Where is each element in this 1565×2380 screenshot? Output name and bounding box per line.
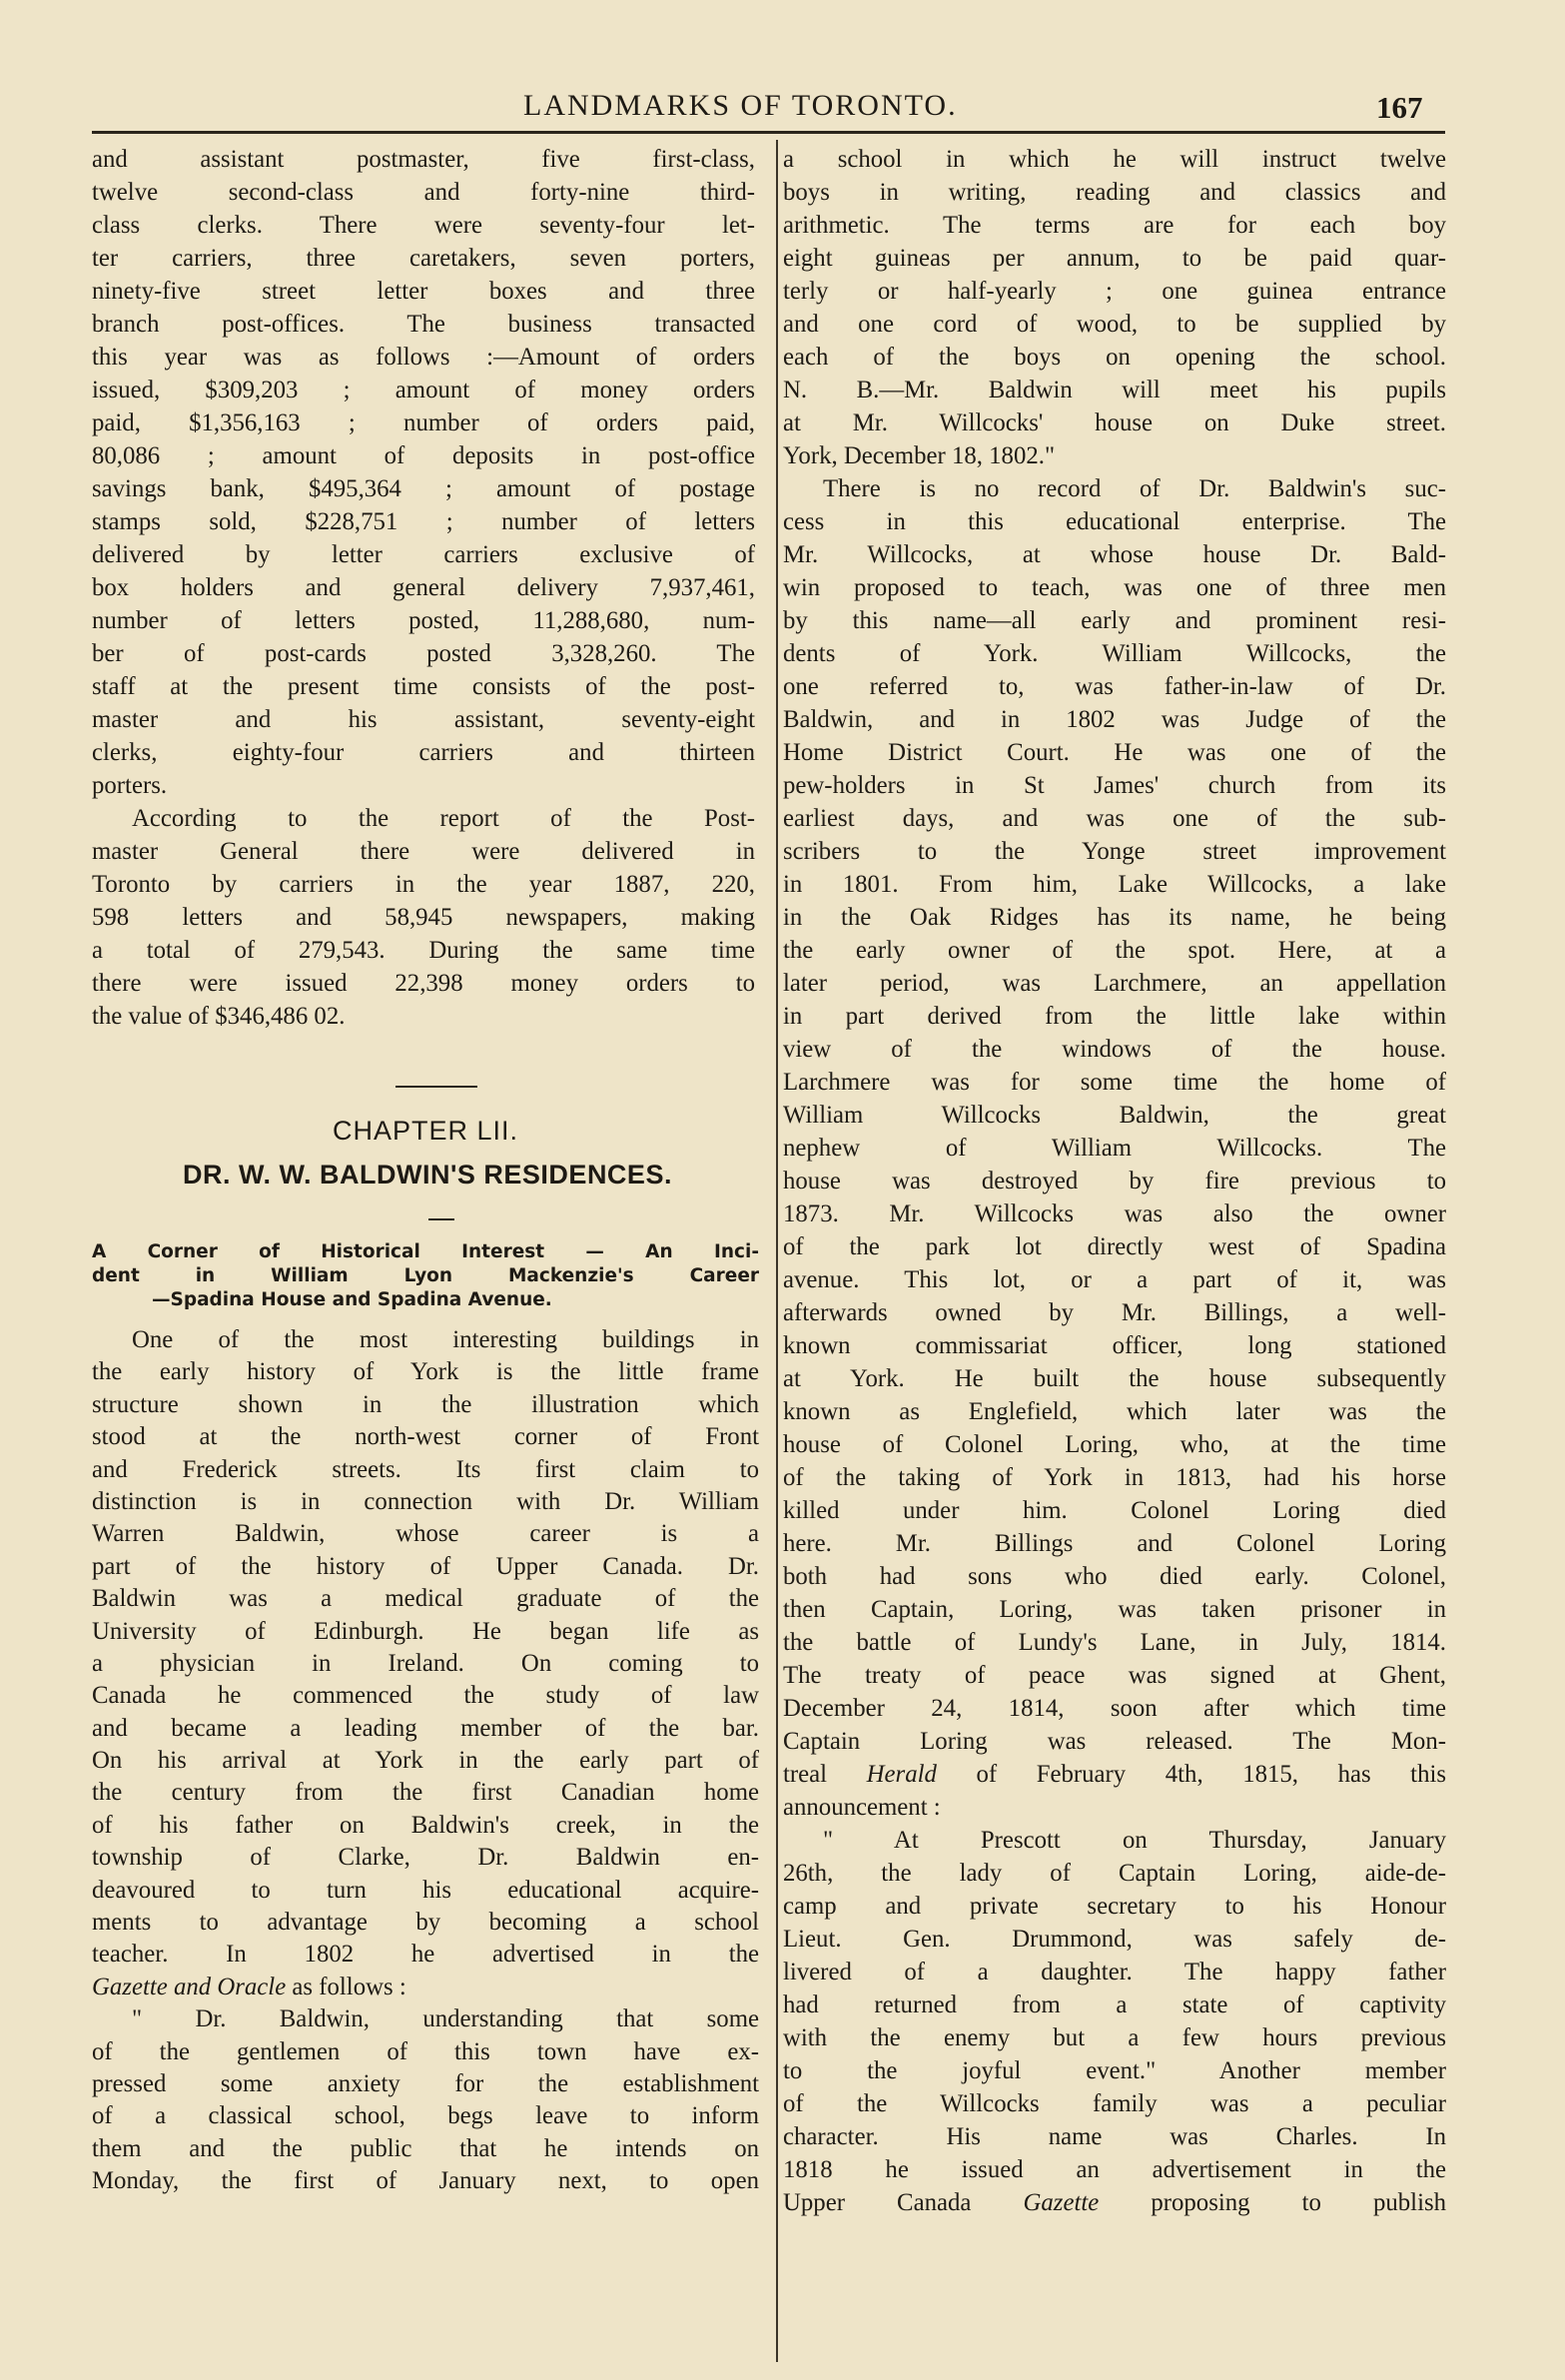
text-line: Toronto by carriers in the year 1887, 220, [92,871,755,898]
text-line: view of the windows of the house. [783,1036,1446,1063]
text-line: scribers to the Yonge street improvement [783,838,1446,865]
text-line: here. Mr. Billings and Colonel Loring [783,1530,1446,1557]
column-divider [776,140,778,2362]
text-line: On his arrival at York in the early part of [92,1747,759,1775]
text-line: Captain Loring was released. The Mon- [783,1728,1446,1755]
text-line: Mr. Willcocks, at whose house Dr. Bald- [783,541,1446,568]
text-line: N. B.—Mr. Baldwin will meet his pupils [783,377,1446,403]
text-line: township of Clarke, Dr. Baldwin en- [92,1844,759,1872]
text-line: Baldwin was a medical graduate of the [92,1585,759,1613]
text-fragment: Upper Canada [783,2189,972,2216]
running-head [0,86,1565,130]
text-line: of the gentlemen of this town have ex- [92,2037,759,2065]
text-line: part of the history of Upper Canada. Dr. [92,1552,759,1580]
text-line: number of letters posted, 11,288,680, num- [92,607,755,634]
text-line: clerks, eighty-four carriers and thirteen [92,739,755,766]
text-line: master and his assistant, seventy-eight [92,706,755,733]
text-line: eight guineas per annum, to be paid quar- [783,245,1446,272]
text-line: and one cord of wood, to be supplied by [783,311,1446,338]
text-line: the battle of Lundy's Lane, in July, 1814. [783,1629,1446,1656]
text-line: afterwards owned by Mr. Billings, a well- [783,1299,1446,1326]
text-line: ninety-five street letter boxes and three [92,278,755,305]
text-line: killed under him. Colonel Loring died [783,1497,1446,1524]
text-line: structure shown in the illustration which [92,1390,759,1418]
text-line: December 24, 1814, soon after which time [783,1695,1446,1722]
text-line: of a classical school, begs leave to inform [92,2102,759,2130]
text-line: savings bank, $495,364 ; amount of postage [92,475,755,502]
text-line: with the enemy but a few hours previous [783,2024,1446,2051]
text-line: announcement : [783,1794,941,1821]
text-line: paid, $1,356,163 ; number of orders paid, [92,409,755,436]
text-line: branch post-offices. The business transacted [92,311,755,338]
left-column-top [92,143,755,1033]
text-line: William Willcocks Baldwin, the great [783,1102,1446,1129]
text-line: class clerks. There were seventy-four let- [92,212,755,239]
text-line: Canada he commenced the study of law [92,1682,759,1710]
text-line: both had sons who died early. Colonel, [783,1563,1446,1590]
text-line: and assistant postmaster, five first-class, [92,146,755,173]
text-fragment: of February 4th, 1815, has this [976,1761,1446,1788]
text-line: a total of 279,543. During the same time [92,937,755,964]
text-fragment: proposing to publish [1151,2189,1446,2216]
text-line: box holders and general delivery 7,937,461, [92,574,755,601]
text-line: a school in which he will instruct twelve [783,146,1446,173]
text-line: distinction is in connection with Dr. William [92,1487,759,1515]
text-line: Baldwin, and in 1802 was Judge of the [783,706,1446,733]
text-line: twelve second-class and forty-nine third- [92,179,755,206]
text-line: by this name—all early and prominent resi- [783,607,1446,634]
text-line: to the joyful event." Another member [783,2057,1446,2084]
text-line: the century from the first Canadian home [92,1779,759,1807]
text-line: There is no record of Dr. Baldwin's suc- [823,475,1446,502]
text-line: boys in writing, reading and classics and [783,179,1446,206]
text-line: house of Colonel Loring, who, at the time [783,1431,1446,1458]
text-line: had returned from a state of captivity [783,1991,1446,2018]
chapter-separator-rule [395,1086,477,1088]
text-line: stood at the north-west corner of Front [92,1423,759,1451]
text-fragment: treal [783,1761,828,1788]
text-line: of his father on Baldwin's creek, in the [92,1811,759,1839]
text-line: win proposed to teach, was one of three men [783,574,1446,601]
gazette-title: Gazette and Oracle [92,1973,287,2000]
text-line: delivered by letter carriers exclusive of [92,541,755,568]
text-line: cess in this educational enterprise. The [783,508,1446,535]
text-line [92,1972,759,2003]
header-rule [92,131,1445,134]
text-line: staff at the present time consists of the post- [92,673,755,700]
text-line: Warren Baldwin, whose career is a [92,1520,759,1548]
text-line: stamps sold, $228,751 ; number of letters [92,508,755,535]
text-line: Home District Court. He was one of the [783,739,1446,766]
text-line: and became a leading member of the bar. [92,1714,759,1742]
text-line: porters. [92,772,168,799]
text-line [783,1758,1446,1791]
text-line: Monday, the first of January next, to open [92,2167,759,2195]
text-line: ter carriers, three caretakers, seven porters, [92,245,755,272]
text-line: " At Prescott on Thursday, January [823,1827,1446,1854]
text-line: a physician in Ireland. On coming to [92,1649,759,1677]
right-column [783,143,1446,2219]
text-fragment: as follows : [292,1973,406,2000]
text-line: The treaty of peace was signed at Ghent, [783,1662,1446,1689]
text-line: deavoured to turn his educational acquire- [92,1876,759,1904]
text-line: one referred to, was father-in-law of Dr. [783,673,1446,700]
text-line: arithmetic. The terms are for each boy [783,212,1446,239]
text-line: teacher. In 1802 he advertised in the [92,1941,759,1969]
subhead-line: dent in William Lyon Mackenzie's Career [92,1265,759,1286]
text-line: Larchmere was for some time the home of [783,1069,1446,1096]
text-line: According to the report of the Post- [132,805,755,832]
subhead-line: —Spadina House and Spadina Avenue. [152,1289,552,1310]
subhead-line: A Corner of Historical Interest — An Inci- [92,1241,759,1262]
text-line: dents of York. William Willcocks, the [783,640,1446,667]
page-number: 167 [1376,90,1423,125]
text-line: house was destroyed by fire previous to [783,1168,1446,1194]
text-line: the early owner of the spot. Here, at a [783,937,1446,964]
text-line: nephew of William Willcocks. The [783,1135,1446,1162]
text-line: 1818 he issued an advertisement in the [783,2156,1446,2183]
running-title: LANDMARKS OF TORONTO. [523,89,958,122]
herald-title: Herald [866,1761,937,1788]
text-line: later period, was Larchmere, an appellation [783,970,1446,997]
text-line: issued, $309,203 ; amount of money orders [92,377,755,403]
text-line: master General there were delivered in [92,838,755,865]
text-line: York, December 18, 1802." [783,442,1056,469]
text-line: there were issued 22,398 money orders to [92,970,755,997]
text-line: in 1801. From him, Lake Willcocks, a lake [783,871,1446,898]
text-line: Lieut. Gen. Drummond, was safely de- [783,1926,1446,1953]
text-line: at York. He built the house subsequently [783,1365,1446,1392]
chapter-dash [428,1218,454,1220]
text-line: then Captain, Loring, was taken prisoner in [783,1596,1446,1623]
text-line: known commissariat officer, long stationed [783,1332,1446,1359]
left-column-bottom [92,1324,759,2198]
text-line: this year was as follows :—Amount of orders [92,344,755,371]
text-line: avenue. This lot, or a part of it, was [783,1266,1446,1293]
text-line: of the Willcocks family was a peculiar [783,2090,1446,2117]
text-line: terly or half-yearly ; one guinea entrance [783,278,1446,305]
text-line: livered of a daughter. The happy father [783,1959,1446,1985]
text-line [783,2186,1446,2219]
text-line: of the park lot directly west of Spadina [783,1233,1446,1260]
text-line: of the taking of York in 1813, had his horse [783,1464,1446,1491]
text-line: 80,086 ; amount of deposits in post-office [92,442,755,469]
text-line: 1873. Mr. Willcocks was also the owner [783,1200,1446,1227]
chapter-title: DR. W. W. BALDWIN'S RESIDENCES. [183,1160,672,1190]
text-line: ber of post-cards posted 3,328,260. The [92,640,755,667]
text-line: each of the boys on opening the school. [783,344,1446,371]
chapter-number: CHAPTER LII. [332,1116,519,1146]
text-line: in the Oak Ridges has its name, he being [783,904,1446,931]
chapter-subhead [92,1240,759,1312]
text-line: pressed some anxiety for the establishment [92,2069,759,2097]
text-line: the early history of York is the little frame [92,1358,759,1386]
text-line: One of the most interesting buildings in [132,1326,759,1353]
text-line: 598 letters and 58,945 newspapers, making [92,904,755,931]
text-line: earliest days, and was one of the sub- [783,805,1446,832]
text-line: at Mr. Willcocks' house on Duke street. [783,409,1446,436]
text-line: the value of $346,486 02. [92,1003,346,1030]
text-line: 26th, the lady of Captain Loring, aide-de- [783,1860,1446,1887]
text-line: University of Edinburgh. He began life as [92,1617,759,1645]
text-line: camp and private secretary to his Honour [783,1893,1446,1920]
gazette-title: Gazette [1023,2189,1100,2216]
text-line: character. His name was Charles. In [783,2123,1446,2150]
text-line: ments to advantage by becoming a school [92,1909,759,1937]
text-line: in part derived from the little lake within [783,1003,1446,1030]
text-line: and Frederick streets. Its first claim to [92,1455,759,1483]
text-line: pew-holders in St James' church from its [783,772,1446,799]
text-line: " Dr. Baldwin, understanding that some [132,2005,759,2033]
text-line: them and the public that he intends on [92,2134,759,2162]
text-line: known as Englefield, which later was the [783,1398,1446,1425]
